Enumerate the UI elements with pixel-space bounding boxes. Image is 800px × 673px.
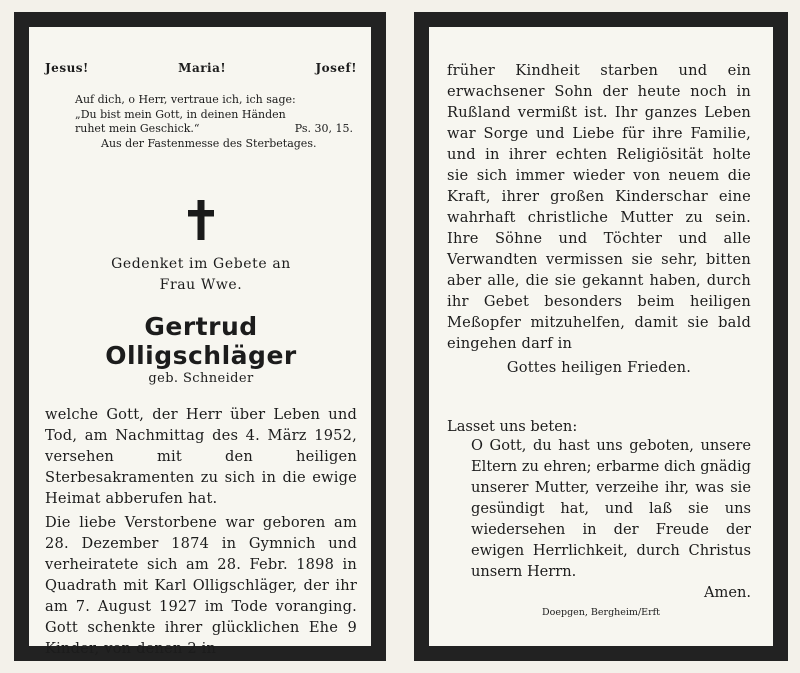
right-card-inner	[429, 27, 773, 646]
psalm-line: „Du bist mein Gott, in deinen Händen	[75, 107, 286, 121]
psalm-line-with-ref	[75, 122, 357, 137]
obituary-paragraph-3: früher Kindheit starben und ein erwachsener Sohn der heute noch in Rußland vermißt ist. Ihr ganzes Leben war Sorge und Liebe für ihre Familie, und in ihrer echten Religiösität holte sie sich immer wieder von neuem die Kraft, ihrer großen Kinderschar eine wahrhaft christliche Mutter zu sein. Ihre Söhne und Töchter und alle Verwandten vermissen sie sehr, bitten aber alle, die sie gekannt haben, durch ihr Gebet besonders beim heiligen Meßopfer mitzuhelfen, damit sie bald eingehen darf in	[447, 62, 751, 352]
remembrance-heading	[45, 254, 357, 296]
obituary-paragraph-2: Die liebe Verstorbene war geboren am 28. Dezember 1874 in Gymnich und verheiratete sich am 28. Febr. 1898 in Quadrath mit Karl Olligschläger, der ihr am 7. August 1927 im Tode voranging. Gott schenkte ihrer glücklichen Ehe 9 Kinder, von denen 2 in	[45, 514, 357, 657]
obituary-text	[45, 404, 357, 659]
closing-line: Gottes heiligen Frieden.	[506, 359, 692, 376]
deceased-name: Gertrud Olligschläger	[105, 312, 297, 370]
prayer-intro: Lasset uns beten:	[447, 418, 578, 435]
remembrance-line2: Frau Wwe.	[159, 277, 243, 293]
left-card	[14, 12, 386, 661]
psalm-quote	[75, 93, 357, 151]
maiden-name: geb. Schneider	[148, 371, 254, 386]
cross-container	[45, 200, 357, 240]
obituary-paragraph-1: welche Gott, der Herr über Leben und Tod, am Nachmittag des 4. März 1952, versehen mit den heiligen Sterbesakramenten zu sich in die ewige Heimat abberufen hat.	[45, 406, 357, 507]
prayer-text: O Gott, du hast uns geboten, unsere Eltern zu ehren; erbarme dich gnädig unserer Mutter, verzeihe ihr, was sie gesündigt hat, und laß sie uns wiedersehen in der Freude der ewigen Herrlichkeit, durch Christus unsern Herrn.	[471, 437, 751, 580]
name-josef: Josef!	[315, 61, 357, 75]
left-card-inner	[29, 27, 371, 657]
psalm-line: ruhet mein Geschick.“	[75, 122, 200, 135]
psalm-reference: Ps. 30, 15.	[294, 122, 353, 135]
psalm-source: Aus der Fastenmesse des Sterbetages.	[101, 136, 317, 150]
printer-imprint: Doepgen, Bergheim/Erft	[542, 607, 660, 618]
amen: Amen.	[703, 584, 751, 601]
right-card	[414, 12, 788, 661]
holy-names	[45, 61, 357, 75]
psalm-line: Auf dich, o Herr, vertraue ich, ich sage:	[75, 93, 296, 106]
remembrance-line1: Gedenket im Gebete an	[111, 256, 291, 272]
name-jesus: Jesus!	[45, 61, 89, 75]
latin-cross-icon	[188, 200, 214, 240]
obituary-continuation	[447, 60, 751, 378]
name-maria: Maria!	[178, 61, 227, 75]
